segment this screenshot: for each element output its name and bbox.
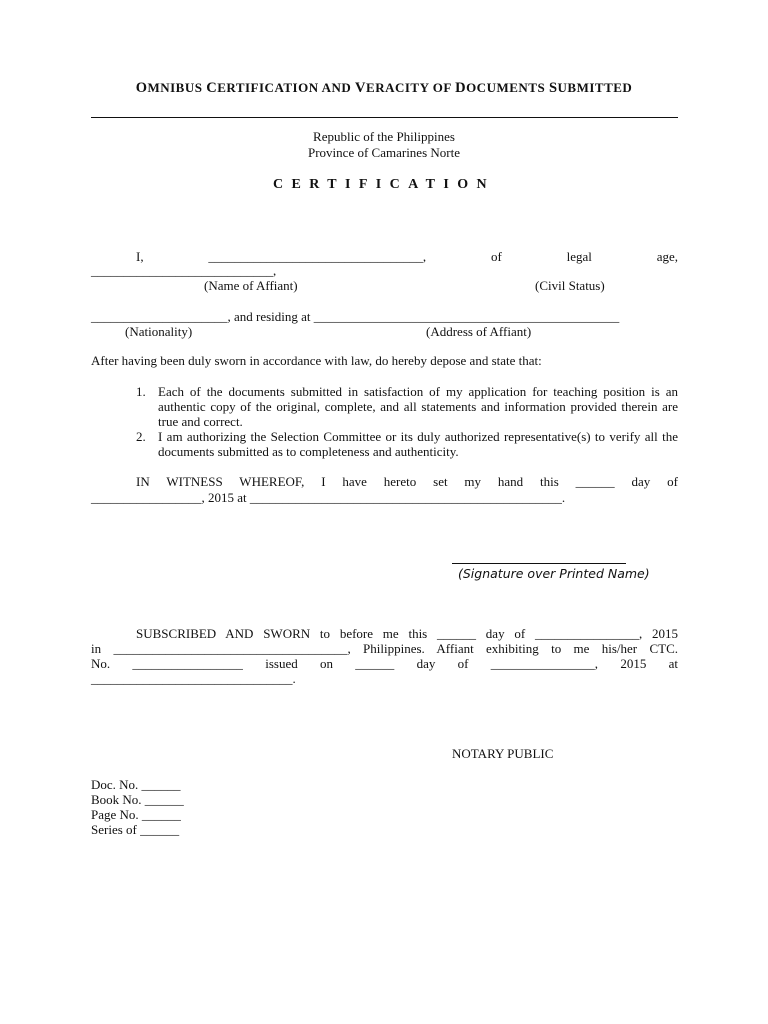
signature-label: (Signature over Printed Name)	[458, 566, 650, 581]
page-no: Page No. ______	[91, 807, 181, 822]
item-text: Each of the documents submitted in satisfaction of my application for teaching position is an authentic copy of the original, complete, and all statements and information provided therein are true and correct.	[158, 384, 678, 429]
title-initial: D	[455, 80, 467, 96]
title-text: ERACITY OF	[366, 80, 456, 95]
title-text: MNIBUS	[147, 80, 207, 95]
book-no: Book No. ______	[91, 792, 184, 807]
witness-line-2: _________________, 2015 at ________________________________________________.	[91, 490, 566, 505]
affiant-line-1: I, _________________________________, of legal age,	[136, 249, 678, 264]
label-civil-status: (Civil Status)	[535, 278, 605, 293]
signature-line	[452, 563, 626, 564]
intro-statement: After having been duly sworn in accordance with law, do hereby depose and state that:	[91, 353, 542, 368]
document-title	[0, 80, 768, 97]
sworn-line-3: No. _________________ issued on ______ day of ________________, 2015 at	[91, 656, 678, 671]
affiant-line-2: ____________________________,	[91, 263, 277, 278]
item-number: 1.	[136, 384, 146, 399]
item-text: I am authorizing the Selection Committee or its duly authorized representative(s) to verify all the documents submitted as to completeness and authenticity.	[158, 429, 678, 459]
republic-line: Republic of the Philippines	[313, 129, 455, 144]
item-number: 2.	[136, 429, 146, 444]
title-initial: V	[355, 80, 367, 96]
label-name-of-affiant: (Name of Affiant)	[204, 278, 298, 293]
list-item	[91, 429, 678, 459]
witness-line-1: IN WITNESS WHEREOF, I have hereto set my hand this ______ day of	[136, 474, 678, 489]
title-rule	[91, 117, 678, 118]
series-of: Series of ______	[91, 822, 180, 837]
title-initial: S	[548, 80, 558, 96]
sworn-line-2: in ____________________________________, Philippines. Affiant exhibiting to me his/her CTC.	[91, 641, 678, 656]
title-text: ERTIFICATION AND	[217, 80, 356, 95]
title-initial: O	[135, 80, 148, 96]
title-text: OCUMENTS	[466, 80, 549, 95]
residing-line: _____________________, and residing at _______________________________________________	[91, 309, 620, 324]
title-initial: C	[206, 80, 218, 96]
statement-list	[91, 384, 678, 459]
doc-no: Doc. No. ______	[91, 777, 181, 792]
list-item	[91, 384, 678, 429]
label-nationality: (Nationality)	[125, 324, 193, 339]
notary-public-label: NOTARY PUBLIC	[452, 746, 554, 761]
sworn-line-4: _______________________________.	[91, 671, 296, 686]
sworn-line-1: SUBSCRIBED AND SWORN to before me this ______ day of ________________, 2015	[136, 626, 678, 641]
province-line: Province of Camarines Norte	[308, 145, 460, 160]
title-text: UBMITTED	[557, 80, 633, 95]
certification-heading: CERTIFICATION	[272, 177, 496, 192]
label-address: (Address of Affiant)	[426, 324, 532, 339]
